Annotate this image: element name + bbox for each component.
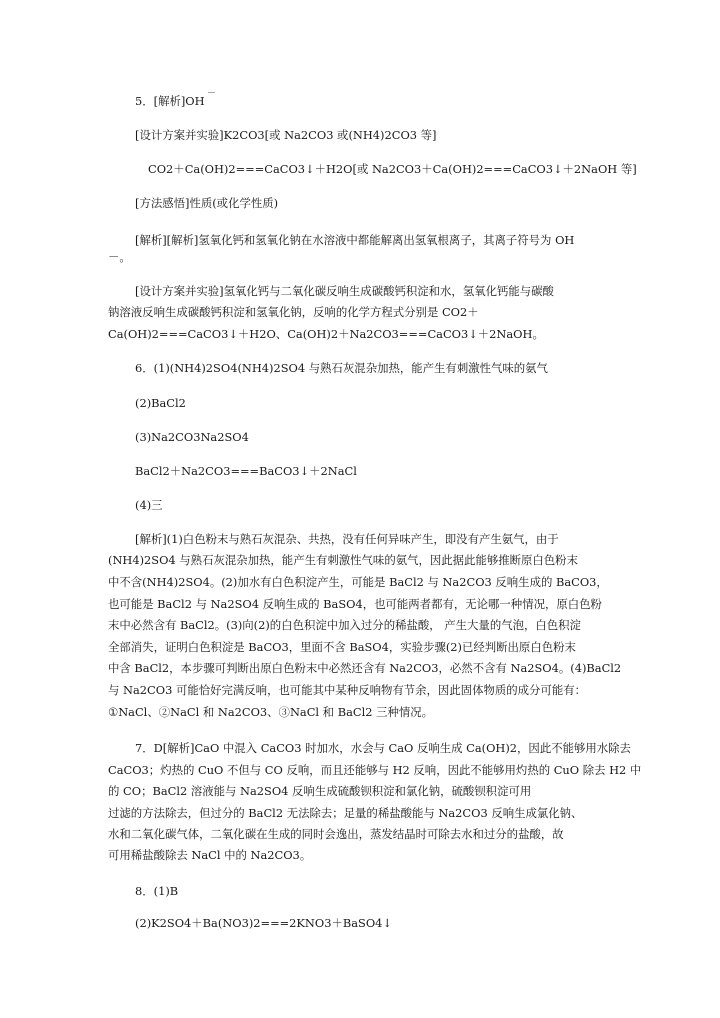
answer-7-l2: CaCO3；灼热的 CuO 不但与 CO 反响，而且还能够与 H2 反响，因此不能够用灼热的 CuO 除去 H2 中: [108, 763, 642, 777]
answer-6-analysis-l1: [解析](1)白色粉末与熟石灰混杂、共热，没有任何异味产生，即没有产生氨气，由于: [135, 532, 559, 546]
answer-7-l6: 可用稀盐酸除去 NaCl 中的 Na2CO3。: [108, 848, 312, 862]
answer-8-2: (2)K2SO4＋Ba(NO3)2===2KNO3＋BaSO4↓: [135, 916, 392, 930]
answer-6-equation: BaCl2＋Na2CO3===BaCO3↓＋2NaCl: [135, 464, 357, 478]
answer-5-analysis-cont: －。: [108, 250, 131, 264]
answer-6-analysis-l6: 全部消失，证明白色积淀是 BaCO3，里面不含 BaSO4，实验步骤(2)已经判断出原白色粉末: [108, 640, 576, 654]
answer-6-4: (4)三: [135, 498, 163, 512]
answer-6-analysis-l7: 中含 BaCl2，本步骤可判断出原白色粉末中必然还含有 Na2CO3，必然不含有 Na2SO4。(4)BaCl2: [108, 661, 622, 675]
answer-5-method: [方法感悟]性质(或化学性质): [135, 196, 279, 210]
answer-5-design-p3: Ca(OH)2===CaCO3↓＋H2O、Ca(OH)2＋Na2CO3===CaCO3↓＋2NaOH。: [108, 327, 544, 341]
answer-6-analysis-l3: 中不含(NH4)2SO4。(2)加水有白色积淀产生，可能是 BaCl2 与 Na2CO3 反响生成的 BaCO3，: [108, 575, 608, 589]
answer-6-3: (3)Na2CO3Na2SO4: [135, 430, 249, 444]
answer-7-l3: 的 CO；BaCl2 溶液能与 Na2SO4 反响生成硫酸钡积淀和氯化钠，硫酸钡积淀可用: [108, 784, 532, 798]
answer-6-analysis-l4: 也可能是 BaCl2 与 Na2SO4 反响生成的 BaSO4，也可能两者都有，无论哪一种情况，原白色粉: [108, 597, 602, 611]
answer-6-analysis-l9: ①NaCl、②NaCl 和 Na2CO3、③NaCl 和 BaCl2 三种情况。: [108, 705, 434, 719]
answer-7-l1: 7．D[解析]CaO 中混入 CaCO3 时加水，水会与 CaO 反响生成 Ca(OH)2，因此不能够用水除去: [135, 741, 631, 755]
answer-7-l4: 过滤的方法除去，但过分的 BaCl2 无法除去；足量的稀盐酸能与 Na2CO3 反响生成氯化钠、: [108, 806, 583, 820]
answer-5-analysis: [解析][解析]氢氧化钙和氢氧化钠在水溶液中都能解离出氢氧根离子，其离子符号为 OH: [135, 233, 575, 247]
answer-5-equations: CO2＋Ca(OH)2===CaCO3↓＋H2O[或 Na2CO3＋Ca(OH)2===CaCO3↓＋2NaOH 等]: [148, 162, 637, 176]
answer-5-heading: 5．[解析]OH: [135, 94, 205, 108]
answer-6-analysis-l2: (NH4)2SO4 与熟石灰混杂加热，能产生有刺激性气味的氨气，因此据此能够推断原白色粉末: [108, 553, 578, 567]
answer-5-design-p2: 钠溶液反响生成碳酸钙积淀和氢氧化钠，反响的化学方程式分别是 CO2＋: [108, 305, 479, 319]
answer-5-design-p1: [设计方案并实验]氢氧化钙与二氧化碳反响生成碳酸钙积淀和水，氢氧化钙能与碳酸: [135, 284, 554, 298]
hydroxide-superscript: －: [207, 89, 217, 99]
answer-5-experiment: [设计方案并实验]K2CO3[或 Na2CO3 或(NH4)2CO3 等]: [135, 128, 437, 142]
answer-8-1: 8．(1)B: [135, 884, 179, 898]
answer-6-analysis-l5: 末中必然含有 BaCl2。(3)向(2)的白色积淀中加入过分的稀盐酸， 产生大量的气泡，白色积淀: [108, 618, 581, 632]
answer-7-l5: 水和二氧化碳气体，二氧化碳在生成的同时会逸出，蒸发结晶时可除去水和过分的盐酸，故: [108, 827, 564, 841]
answer-6-analysis-l8: 与 Na2CO3 可能恰好完满反响，也可能其中某种反响物有节余，因此固体物质的成分可能有：: [108, 683, 587, 697]
answer-6-1: 6．(1)(NH4)2SO4(NH4)2SO4 与熟石灰混杂加热，能产生有刺激性气味的氨气: [135, 361, 548, 375]
answer-6-2: (2)BaCl2: [135, 396, 186, 410]
